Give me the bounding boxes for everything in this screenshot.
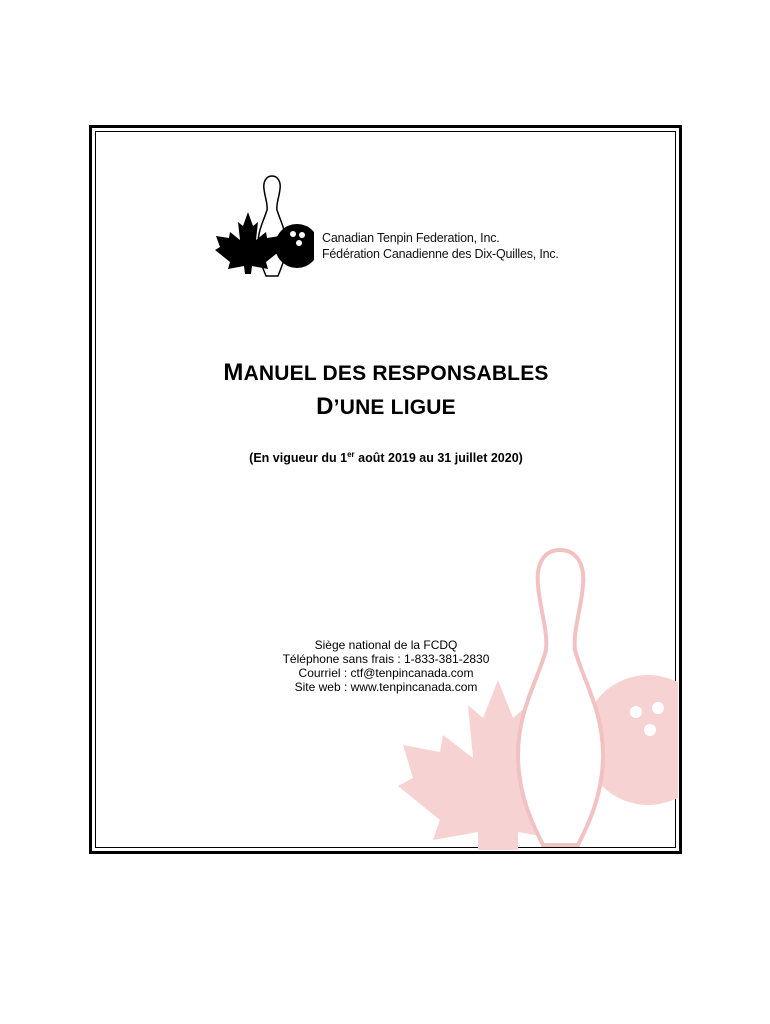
title-line1-initial: M — [223, 359, 244, 386]
contact-website: Site web : www.tenpincanada.com — [294, 680, 478, 694]
contact-email: Courriel : ctf@tenpincanada.com — [298, 666, 474, 680]
title-line2-rest: ’UNE LIGUE — [333, 396, 456, 419]
title-line2-initial: D — [316, 393, 334, 420]
logo-text-french: Fédération Canadienne des Dix-Quilles, Inc. — [322, 247, 559, 261]
contact-phone: Téléphone sans frais : 1-833-381-2830 — [282, 652, 490, 666]
effective-dates — [100, 450, 672, 465]
effective-dates-end: août 2019 au 31 juillet 2020) — [354, 451, 523, 465]
contact-block — [100, 638, 672, 694]
contact-office: Siège national de la FCDQ — [314, 638, 458, 652]
effective-dates-start: (En vigueur du 1 — [249, 451, 348, 465]
document-title-line2 — [100, 393, 672, 421]
effective-dates-superscript: er — [347, 450, 355, 459]
title-line1-rest: ANUEL DES RESPONSABLES — [243, 362, 549, 385]
watermark-pin-icon — [518, 550, 603, 845]
watermark-logo — [378, 540, 678, 850]
logo-text-english: Canadian Tenpin Federation, Inc. — [322, 231, 500, 245]
document-title-line1 — [100, 359, 672, 387]
ctf-logo-icon — [214, 174, 314, 278]
logo-text — [322, 230, 559, 262]
